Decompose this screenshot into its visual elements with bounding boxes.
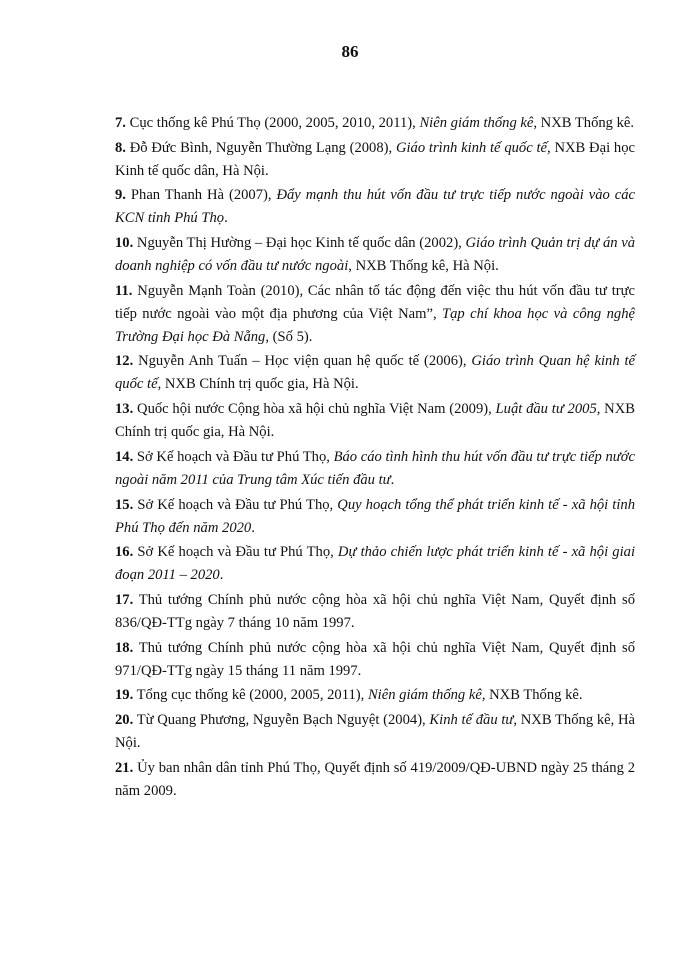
reference-text: Đỗ Đức Bình, Nguyễn Thường Lạng (2008), [125,139,396,156]
reference-tail: , NXB Thống kê. [533,115,635,131]
reference-item [115,541,635,587]
reference-text: Nguyễn Anh Tuấn – Học viện quan hệ quốc tế (2006), [133,353,472,370]
reference-tail: . [390,471,395,488]
reference-item [115,494,635,540]
reference-tail: , NXB Chính trị quốc gia, Hà Nội. [115,401,635,441]
reference-title: Niên giám thống kê [419,115,534,131]
reference-text: Thủ tướng Chính phủ nước cộng hòa xã hội chủ nghĩa Việt Nam, Quyết định số 836/QĐ-TTg ngày 7 tháng 10 năm 1997. [115,591,635,631]
reference-item [115,637,635,683]
reference-title: Giáo trình Quản trị dự án và doanh nghiệp có vốn đầu tư nước ngoài [115,235,635,275]
reference-title: Niên giám thống kê [367,687,482,704]
reference-text: Sở Kế hoạch và Đầu tư Phú Thọ, [133,496,338,513]
reference-item [115,709,635,755]
reference-number: 19. [115,687,134,704]
reference-title: Giáo trình Quan hệ kinh tế quốc tế [115,353,635,393]
reference-text: Phan Thanh Hà (2007), [125,187,277,204]
reference-title: Tạp chí khoa học và công nghệ Trường Đại học Đà Nẵng [115,305,635,345]
reference-item [115,684,635,707]
page-number: 86 [341,42,359,61]
reference-title: Quy hoạch tổng thể phát triển kinh tế - xã hội tỉnh Phú Thọ đến năm 2020 [115,496,636,536]
reference-tail: , NXB Thống kê, Hà Nội. [115,711,635,751]
reference-title: Đẩy mạnh thu hút vốn đầu tư trực tiếp nước ngoài vào các KCN tỉnh Phú Thọ [115,187,635,227]
reference-number: 16. [115,544,134,561]
reference-number: 18. [115,639,134,656]
reference-number: 10. [115,235,134,252]
reference-text: Sở Kế hoạch và Đầu tư Phú Thọ, [133,448,334,465]
reference-title: Dự thảo chiến lược phát triển kinh tế - xã hội giai đoạn 2011 – 2020 [115,544,635,584]
reference-tail: , NXB Thống kê. [481,687,583,704]
reference-text: Sở Kế hoạch và Đầu tư Phú Thọ, [133,544,338,561]
reference-number: 14. [115,448,134,465]
reference-text: Quốc hội nước Cộng hòa xã hội chủ nghĩa Việt Nam (2009), [133,401,496,418]
reference-item [115,280,635,349]
reference-number: 15. [115,496,134,513]
reference-number: 21. [115,759,134,776]
reference-title: Kinh tế đầu tư [429,711,514,728]
reference-text: Thủ tướng Chính phủ nước cộng hòa xã hội chủ nghĩa Việt Nam, Quyết định số 971/QĐ-TTg ngày 15 tháng 11 năm 1997. [115,639,635,679]
reference-tail: , NXB Chính trị quốc gia, Hà Nội. [157,376,359,393]
reference-item [115,350,635,396]
reference-text: Nguyễn Thị Hường – Đại học Kinh tế quốc dân (2002), [133,235,466,252]
reference-item [115,184,635,230]
reference-text: Nguyễn Mạnh Toàn (2010), Các nhân tố tác động đến việc thu hút vốn đầu tư trực tiếp nước ngoài vào một địa phương của Việt Nam”, [115,282,635,322]
reference-tail: , NXB Đại học Kinh tế quốc dân, Hà Nội. [115,139,635,179]
reference-number: 12. [115,353,134,370]
reference-tail: . [251,519,255,536]
reference-tail: , NXB Thống kê, Hà Nội. [348,258,499,275]
reference-item [115,137,635,183]
reference-title: Luật đầu tư 2005 [495,401,597,418]
reference-number: 17. [115,591,134,608]
reference-item [115,757,635,803]
reference-number: 7. [115,115,126,131]
reference-text: Cục thống kê Phú Thọ (2000, 2005, 2010, 2011), [125,115,420,131]
reference-text: Từ Quang Phương, Nguyễn Bạch Nguyệt (2004), [133,711,430,728]
reference-title: Báo cáo tình hình thu hút vốn đầu tư trực tiếp nước ngoài năm 2011 của Trung tâm Xúc tiến đầu tư [115,448,635,488]
reference-number: 8. [115,139,126,156]
reference-number: 11. [115,282,133,299]
reference-item [115,112,635,135]
reference-title: Giáo trình kinh tế quốc tế [395,139,548,156]
reference-item [115,446,635,492]
reference-tail: . [224,210,228,227]
reference-number: 20. [115,711,134,728]
reference-list [115,112,635,804]
reference-item [115,232,635,278]
reference-number: 9. [115,187,126,204]
reference-text: Ủy ban nhân dân tỉnh Phú Thọ, Quyết định số 419/2009/QĐ-UBND ngày 25 tháng 2 năm 2009. [115,759,635,799]
reference-number: 13. [115,401,134,418]
reference-item [115,398,635,444]
reference-tail: , (Số 5). [265,328,313,345]
reference-tail: . [219,567,224,584]
reference-text: Tổng cục thống kê (2000, 2005, 2011), [133,687,368,704]
reference-item [115,589,635,635]
